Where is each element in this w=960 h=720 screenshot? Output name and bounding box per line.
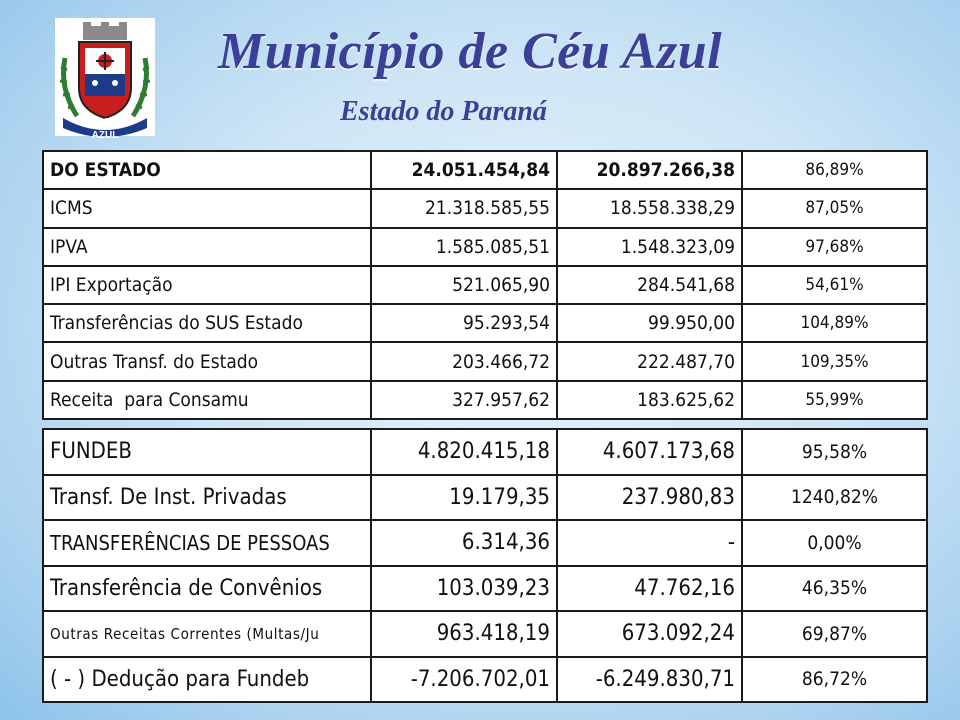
value-col1: 1.585.085,51: [371, 228, 557, 266]
table-row: [43, 611, 927, 657]
row-label: IPI Exportação: [43, 266, 371, 304]
value-col2: 222.487,70: [557, 342, 742, 380]
value-col2: 47.762,16: [557, 566, 742, 612]
page-title: Município de Céu Azul: [218, 23, 723, 80]
row-label: Receita para Consamu: [43, 381, 371, 419]
percentage: 55,99%: [742, 381, 927, 419]
value-col1: 95.293,54: [371, 304, 557, 342]
percentage: 104,89%: [742, 304, 927, 342]
value-col2: -6.249.830,71: [557, 657, 742, 703]
value-col1: 327.957,62: [371, 381, 557, 419]
value-col1: 521.065,90: [371, 266, 557, 304]
row-label: ( - ) Dedução para Fundeb: [43, 657, 371, 703]
table-row: [43, 151, 927, 189]
percentage: 95,58%: [742, 429, 927, 475]
value-col2: 284.541,68: [557, 266, 742, 304]
value-col1: 963.418,19: [371, 611, 557, 657]
value-col1: 203.466,72: [371, 342, 557, 380]
value-col1: 4.820.415,18: [371, 429, 557, 475]
value-col2: 673.092,24: [557, 611, 742, 657]
table-row: [43, 228, 927, 266]
row-label: Transf. De Inst. Privadas: [43, 475, 371, 521]
table-row: [43, 429, 927, 475]
value-col2: 1.548.323,09: [557, 228, 742, 266]
value-col2: 237.980,83: [557, 475, 742, 521]
row-label: FUNDEB: [43, 429, 371, 475]
table-row: [43, 657, 927, 703]
percentage: 86,89%: [742, 151, 927, 189]
state-transfers-table: [42, 150, 928, 420]
percentage: 69,87%: [742, 611, 927, 657]
value-col2: 18.558.338,29: [557, 189, 742, 227]
row-label: Transferência de Convênios: [43, 566, 371, 612]
row-label: Outras Transf. do Estado: [43, 342, 371, 380]
table-row: [43, 475, 927, 521]
percentage: 86,72%: [742, 657, 927, 703]
row-label: IPVA: [43, 228, 371, 266]
row-label: TRANSFERÊNCIAS DE PESSOAS: [43, 520, 371, 566]
percentage: 54,61%: [742, 266, 927, 304]
percentage: 0,00%: [742, 520, 927, 566]
crest-label: CÉU AZUL: [91, 119, 119, 141]
value-col2: 99.950,00: [557, 304, 742, 342]
page-subtitle: Estado do Paraná: [340, 96, 547, 127]
value-col1: 21.318.585,55: [371, 189, 557, 227]
value-col1: 6.314,36: [371, 520, 557, 566]
value-col1: 24.051.454,84: [371, 151, 557, 189]
row-label: DO ESTADO: [43, 151, 371, 189]
value-col1: -7.206.702,01: [371, 657, 557, 703]
table-row: [43, 304, 927, 342]
table-row: [43, 381, 927, 419]
value-col2: 20.897.266,38: [557, 151, 742, 189]
value-col2: -: [557, 520, 742, 566]
value-col1: 103.039,23: [371, 566, 557, 612]
table-row: [43, 520, 927, 566]
value-col2: 183.625,62: [557, 381, 742, 419]
value-col2: 4.607.173,68: [557, 429, 742, 475]
row-label: Transferências do SUS Estado: [43, 304, 371, 342]
percentage: 87,05%: [742, 189, 927, 227]
percentage: 97,68%: [742, 228, 927, 266]
row-label: ICMS: [43, 189, 371, 227]
other-revenues-table: [42, 428, 928, 703]
percentage: 46,35%: [742, 566, 927, 612]
row-label: Outras Receitas Correntes (Multas/Ju: [43, 611, 371, 657]
table-row: [43, 189, 927, 227]
value-col1: 19.179,35: [371, 475, 557, 521]
table-row: [43, 266, 927, 304]
percentage: 109,35%: [742, 342, 927, 380]
table-row: [43, 566, 927, 612]
percentage: 1240,82%: [742, 475, 927, 521]
table-row: [43, 342, 927, 380]
